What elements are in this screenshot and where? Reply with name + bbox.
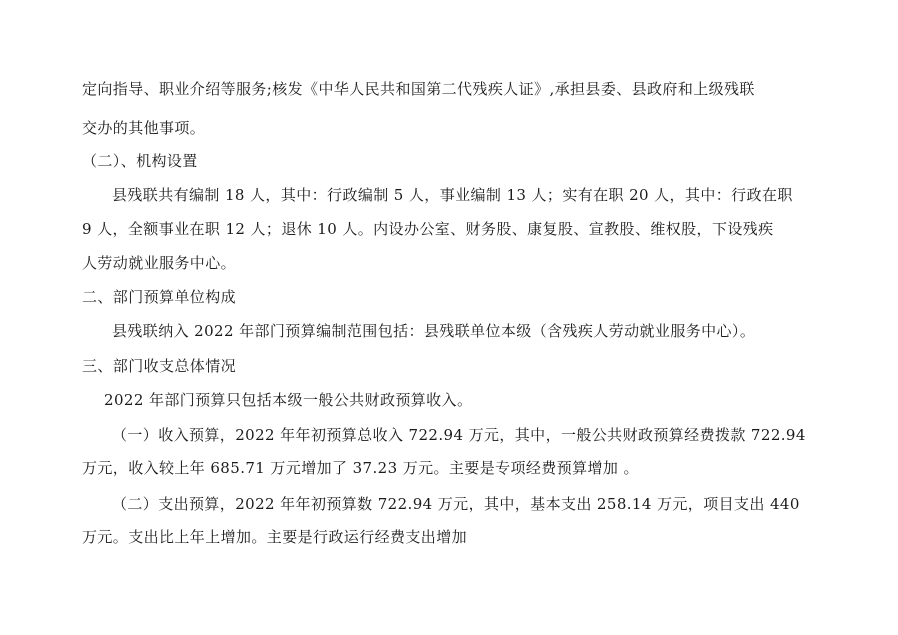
paragraph-line: 万元。支出比上年上增加。主要是行政运行经费支出增加 xyxy=(82,528,468,546)
paragraph-line: 人劳动就业服务中心。 xyxy=(82,254,237,272)
section-heading: 二、部门预算单位构成 xyxy=(82,288,237,306)
section-heading: （二）、机构设置 xyxy=(82,152,198,170)
paragraph-line: 万元，收入较上年 685.71 万元增加了 37.23 万元。主要是专项经费预算增加 。 xyxy=(82,459,639,477)
paragraph-line: 县残联纳入 2022 年部门预算编制范围包括：县残联单位本级（含残疾人劳动就业服务中心）。 xyxy=(112,322,756,340)
paragraph-line: 2022 年部门预算只包括本级一般公共财政预算收入。 xyxy=(104,391,473,409)
paragraph-line: （二）支出预算，2022 年年初预算数 722.94 万元，其中，基本支出 258.14 万元，项目支出 440 xyxy=(112,495,800,513)
paragraph-line: 交办的其他事项。 xyxy=(82,119,206,137)
section-heading: 三、部门收支总体情况 xyxy=(82,357,237,375)
paragraph-line: 9 人，全额事业在职 12 人；退休 10 人。内设办公室、财务股、康复股、宣教股、维权股，下设残疾 xyxy=(82,220,774,238)
paragraph-line: （一）收入预算，2022 年年初预算总收入 722.94 万元，其中，一般公共财政预算经费拨款 722.94 xyxy=(112,426,806,444)
paragraph-line: 县残联共有编制 18 人，其中：行政编制 5 人，事业编制 13 人；实有在职 20 人，其中：行政在职 xyxy=(112,186,793,204)
paragraph-line: 定向指导、职业介绍等服务;核发《中华人民共和国第二代残疾人证》,承担县委、县政府和上级残联 xyxy=(82,80,755,98)
